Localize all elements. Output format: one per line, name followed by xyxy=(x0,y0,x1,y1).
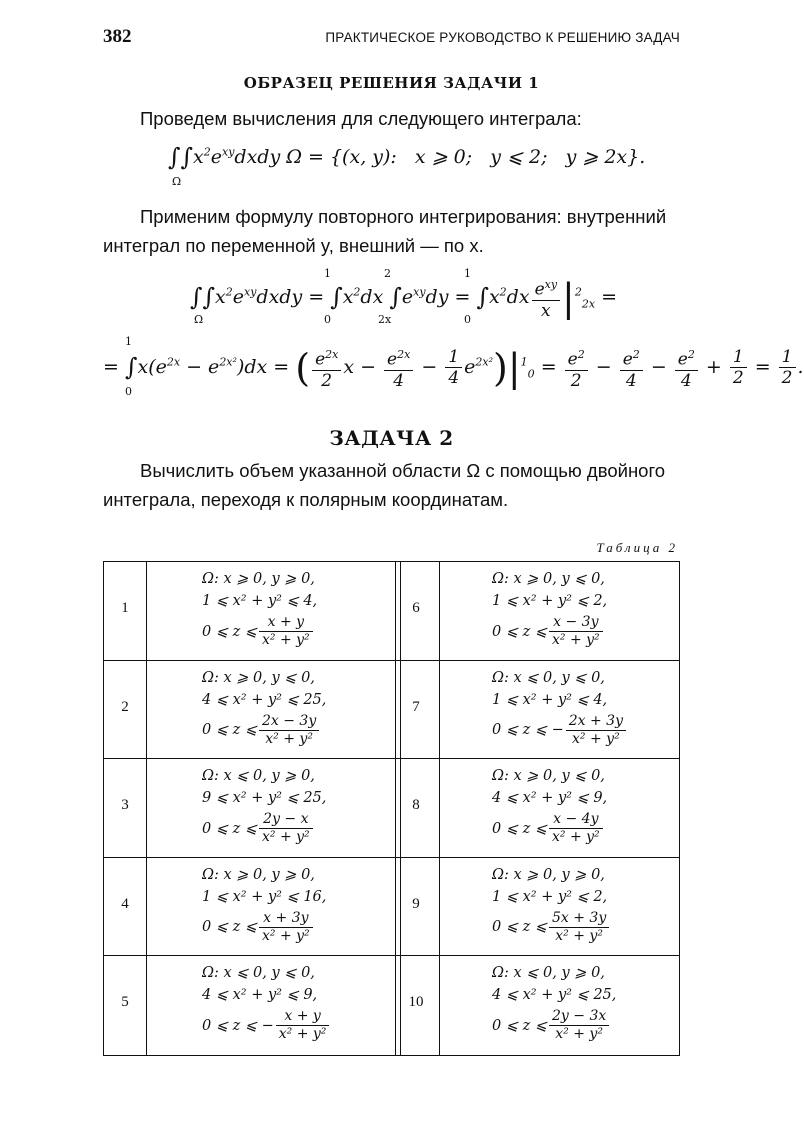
fraction-numerator: x + y xyxy=(276,1008,330,1026)
table-row xyxy=(104,759,679,858)
column-divider xyxy=(439,562,440,660)
region-condition: Ω: x ⩾ 0, y ⩾ 0, xyxy=(202,866,315,883)
fraction-numerator: 5x + 3y xyxy=(549,910,609,928)
fraction-denominator: x² + y² xyxy=(262,632,310,648)
table-row xyxy=(104,562,679,661)
z-bound xyxy=(492,910,611,945)
region-condition: Ω: x ⩾ 0, y ⩽ 0, xyxy=(202,669,315,686)
variant-condition xyxy=(202,765,326,846)
table-caption: Таблица 2 xyxy=(596,540,678,555)
fraction-denominator: x² + y² xyxy=(265,730,313,747)
ring-condition: 1 ⩽ x² + y² ⩽ 16, xyxy=(202,888,327,905)
variant-condition xyxy=(492,864,611,945)
variant-number: 10 xyxy=(408,994,424,1011)
region-condition: Ω: x ⩾ 0, y ⩾ 0, xyxy=(202,571,315,587)
z-prefix: 0 ⩽ z ⩽ xyxy=(492,1017,547,1034)
region-condition: Ω: x ⩾ 0, y ⩽ 0, xyxy=(492,768,605,785)
fraction-denominator: x² + y² xyxy=(278,1026,327,1043)
fraction-numerator: x − 4y xyxy=(549,811,603,829)
z-prefix: 0 ⩽ z ⩽ xyxy=(492,919,547,936)
column-divider xyxy=(146,858,147,956)
fraction-denominator: x² + y² xyxy=(555,1026,603,1043)
z-fraction xyxy=(276,1008,330,1043)
region-condition: Ω: x ⩾ 0, y ⩽ 0, xyxy=(492,571,605,587)
region-condition: Ω: x ⩽ 0, y ⩽ 0, xyxy=(202,965,315,982)
ring-condition: 1 ⩽ x² + y² ⩽ 2, xyxy=(492,888,608,905)
fraction-denominator: x² + y² xyxy=(572,730,620,747)
variant-condition xyxy=(202,864,326,945)
table-row xyxy=(104,956,679,1055)
ring-condition: 4 ⩽ x² + y² ⩽ 9, xyxy=(202,987,318,1004)
variant-condition xyxy=(202,568,317,649)
column-divider xyxy=(146,562,147,660)
variant-condition xyxy=(492,962,616,1043)
variant-condition xyxy=(492,568,607,649)
variants-table xyxy=(103,561,680,1056)
fraction-numerator: x + 3y xyxy=(259,910,313,928)
fraction-denominator: x² + y² xyxy=(262,829,310,846)
table-row xyxy=(104,661,679,760)
fraction-numerator: 2y − x xyxy=(259,811,313,829)
z-bound xyxy=(492,713,628,748)
fraction-denominator: x² + y² xyxy=(552,632,600,648)
variant-number: 4 xyxy=(121,895,129,912)
task-title: ЗАДАЧА 2 xyxy=(329,426,454,450)
z-bound xyxy=(492,1008,616,1043)
variant-number: 3 xyxy=(121,797,129,814)
ring-condition: 4 ⩽ x² + y² ⩽ 25, xyxy=(492,987,617,1004)
z-prefix: 0 ⩽ z ⩽ xyxy=(492,820,547,837)
fraction-numerator: 2y − 3x xyxy=(549,1008,609,1026)
ring-condition: 1 ⩽ x² + y² ⩽ 4, xyxy=(202,593,318,609)
ring-condition: 9 ⩽ x² + y² ⩽ 25, xyxy=(202,790,327,807)
method-paragraph: Применим формулу повторного интегрирования: внутренний интеграл по переменной y, внешний — по x. xyxy=(103,206,667,256)
z-fraction xyxy=(566,713,626,748)
z-fraction xyxy=(259,910,313,945)
z-bound xyxy=(202,811,326,846)
page-number: 382 xyxy=(103,26,132,47)
region-condition: Ω: x ⩽ 0, y ⩾ 0, xyxy=(492,965,605,982)
fraction-numerator: x + y xyxy=(259,614,313,632)
column-divider xyxy=(439,858,440,956)
column-divider xyxy=(439,661,440,759)
fraction-numerator: 2x − 3y xyxy=(259,713,319,731)
fraction-denominator: x² + y² xyxy=(552,829,600,846)
fraction-numerator: x − 3y xyxy=(549,614,603,632)
column-divider xyxy=(439,956,440,1055)
variant-number: 6 xyxy=(412,600,420,616)
variant-condition xyxy=(202,962,331,1043)
z-prefix: 0 ⩽ z ⩽ xyxy=(492,623,547,640)
column-divider xyxy=(146,759,147,857)
example-intro: Проведем вычисления для следующего интеграла: xyxy=(140,108,582,129)
column-divider xyxy=(146,956,147,1055)
region-condition: Ω: x ⩽ 0, y ⩽ 0, xyxy=(492,669,605,686)
z-prefix: 0 ⩽ z ⩽ xyxy=(202,623,257,640)
fraction-denominator: x² + y² xyxy=(262,927,310,944)
variant-condition xyxy=(492,667,628,748)
z-fraction xyxy=(549,1008,609,1043)
variant-number: 9 xyxy=(412,895,420,912)
variant-number: 2 xyxy=(121,698,129,715)
task-text: Вычислить объем указанной области Ω с помощью двойного интеграла, переходя к полярным координатам. xyxy=(103,460,666,510)
column-divider xyxy=(439,759,440,857)
z-prefix: 0 ⩽ z ⩽ xyxy=(202,722,257,739)
z-fraction xyxy=(259,614,313,649)
z-fraction xyxy=(259,713,319,748)
z-prefix: 0 ⩽ z ⩽ − xyxy=(202,1017,274,1034)
region-condition: Ω: x ⩾ 0, y ⩾ 0, xyxy=(492,866,605,883)
variant-number: 7 xyxy=(412,698,420,715)
z-fraction xyxy=(549,910,609,945)
solution-step-1: $\int\int x^2e^{xy}dxdy = \int x^2dx$ $\int e^{xy}dy = \int x^2dx$ $\frac{e^{xy}}{x}$ $|^2_{2x}$ = Ω 1 0 2 2x 1 0 xyxy=(190,267,618,326)
integral-definition: $\int\int x^2e^{xy}dxdy$ Ω = {(x, y): x ⩾ 0; y ⩽ 2; y ⩾ 2x}. Ω xyxy=(168,143,646,188)
z-bound xyxy=(202,1008,331,1043)
z-fraction xyxy=(549,811,603,846)
ring-condition: 1 ⩽ x² + y² ⩽ 2, xyxy=(492,593,608,609)
ring-condition: 1 ⩽ x² + y² ⩽ 4, xyxy=(492,691,608,708)
variant-number: 1 xyxy=(121,600,129,616)
z-bound xyxy=(492,811,607,846)
z-prefix: 0 ⩽ z ⩽ xyxy=(202,820,257,837)
z-fraction xyxy=(259,811,313,846)
solution-step-2: = $\int x(e^{2x} - e^{2x^2})dx$ = ( $\frac{e^{2x}}{2}$ x − $\frac{e^{2x}}{4}$ − $\frac{1}{4}$ $e^{2x^2})|^1_0$ = $\frac{e^2}{2}$ − $\frac{e^2}{4}$ − $\frac{e^2}{4}$ + $\frac{1}{2}$ = $\frac{1}{2}$ . 1 0 xyxy=(103,335,804,398)
running-title: ПРАКТИЧЕСКОЕ РУКОВОДСТВО К РЕШЕНИЮ ЗАДАЧ xyxy=(325,30,680,45)
z-prefix: 0 ⩽ z ⩽ xyxy=(202,919,257,936)
ring-condition: 4 ⩽ x² + y² ⩽ 9, xyxy=(492,790,608,807)
table-row xyxy=(104,858,679,957)
fraction-denominator: x² + y² xyxy=(555,927,603,944)
variant-number: 5 xyxy=(121,994,129,1011)
variant-condition xyxy=(492,765,607,846)
fraction-numerator: 2x + 3y xyxy=(566,713,626,731)
z-bound xyxy=(202,614,317,649)
column-divider xyxy=(146,661,147,759)
region-condition: Ω: x ⩽ 0, y ⩾ 0, xyxy=(202,768,315,785)
example-title: ОБРАЗЕЦ РЕШЕНИЯ ЗАДАЧИ 1 xyxy=(243,74,540,92)
z-fraction xyxy=(549,614,603,649)
z-bound xyxy=(202,713,326,748)
z-prefix: 0 ⩽ z ⩽ − xyxy=(492,722,564,739)
z-bound xyxy=(202,910,326,945)
variant-condition xyxy=(202,667,326,748)
variant-number: 8 xyxy=(412,797,420,814)
z-bound xyxy=(492,614,607,649)
ring-condition: 4 ⩽ x² + y² ⩽ 25, xyxy=(202,691,327,708)
